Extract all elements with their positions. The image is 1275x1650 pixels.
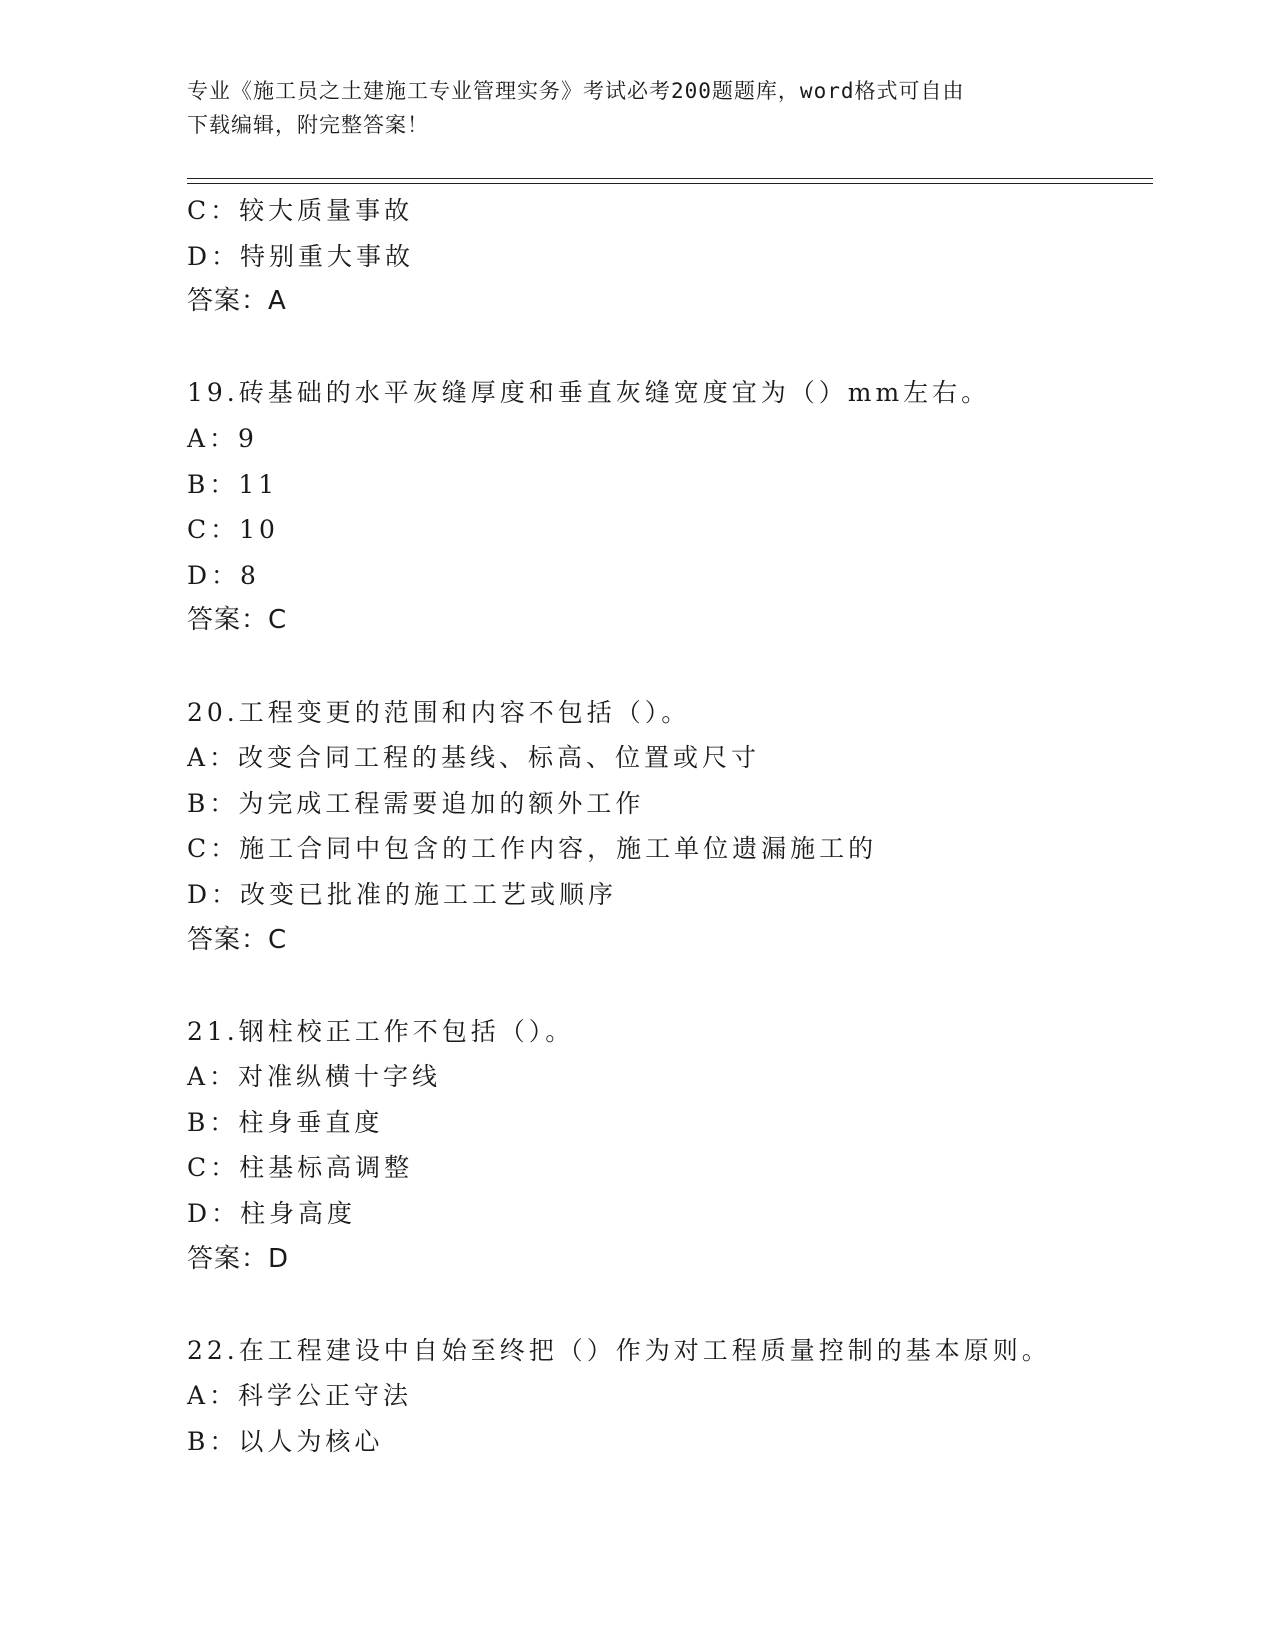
header-line-1: 专业《施工员之土建施工专业管理实务》考试必考200题题库，word格式可自由: [187, 79, 965, 103]
spacer: [187, 963, 1153, 1009]
option-b: B：为完成工程需要追加的额外工作: [187, 788, 645, 818]
question-21: [187, 1009, 1153, 1283]
question-stem: 21.钢柱校正工作不包括（）。: [187, 1016, 575, 1046]
option-d: D：8: [187, 560, 260, 590]
option-a: A：改变合同工程的基线、标高、位置或尺寸: [187, 743, 761, 773]
option-d: D：柱身高度: [187, 1199, 357, 1229]
option-c: C：柱基标高调整: [187, 1153, 414, 1183]
option-a: A：对准纵横十字线: [187, 1062, 442, 1092]
document-body: [187, 188, 1153, 1465]
option-c: C：10: [187, 515, 279, 545]
question-19: [187, 370, 1153, 644]
question-18-continued: [187, 188, 1153, 325]
option-c: C：施工合同中包含的工作内容，施工单位遗漏施工的: [187, 834, 878, 864]
option-b: B：以人为核心: [187, 1427, 384, 1457]
question-22: [187, 1328, 1153, 1465]
document-header: [187, 74, 1067, 142]
question-stem: 19.砖基础的水平灰缝厚度和垂直灰缝宽度宜为（）mm左右。: [187, 378, 991, 408]
option-a: A：科学公正守法: [187, 1381, 413, 1411]
option-a: A：9: [187, 423, 258, 453]
answer-line: 答案：C: [187, 924, 288, 955]
option-b: B：柱身垂直度: [187, 1107, 384, 1137]
header-line-2: 下载编辑，附完整答案！: [187, 113, 429, 137]
option-d: D：特别重大事故: [187, 241, 415, 271]
question-20: [187, 690, 1153, 964]
header-rule-bottom: [187, 183, 1153, 184]
answer-line: 答案：D: [187, 1243, 290, 1274]
question-stem: 22.在工程建设中自始至终把（）作为对工程质量控制的基本原则。: [187, 1335, 1051, 1365]
spacer: [187, 1282, 1153, 1328]
spacer: [187, 644, 1153, 690]
answer-line: 答案：A: [187, 286, 287, 317]
option-b: B：11: [187, 469, 279, 499]
spacer: [187, 325, 1153, 371]
question-stem: 20.工程变更的范围和内容不包括（）。: [187, 697, 691, 727]
option-c: C：较大质量事故: [187, 196, 414, 225]
answer-line: 答案：C: [187, 605, 288, 636]
header-rule-top: [187, 178, 1153, 179]
option-d: D：改变已批准的施工工艺或顺序: [187, 879, 618, 909]
